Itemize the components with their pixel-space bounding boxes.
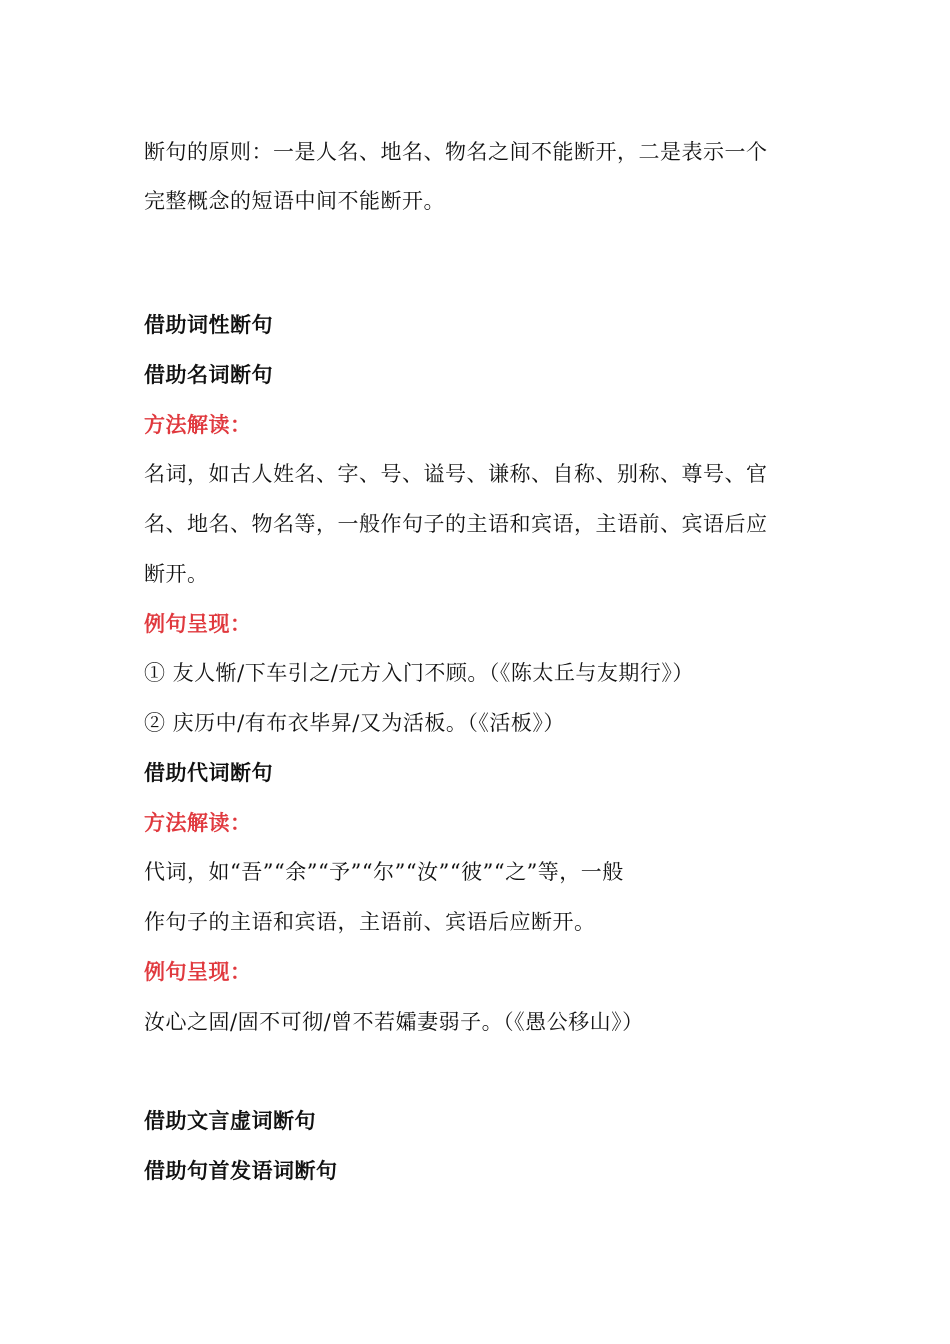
heading-nouns: 借助名词断句 bbox=[144, 363, 273, 387]
noun-example-label: 例句呈现： bbox=[144, 612, 252, 636]
noun-method-line-2: 名、地名、物名等，一般作句子的主语和宾语，主语前、宾语后应 bbox=[144, 512, 768, 536]
noun-example-1: ① 友人惭/下车引之/元方入门不顾。（《陈太丘与友期行》） bbox=[144, 661, 694, 685]
noun-method-label: 方法解读： bbox=[144, 413, 252, 437]
pronoun-method-line-2: 作句子的主语和宾语，主语前、宾语后应断开。 bbox=[144, 910, 596, 934]
principle-line-2: 完整概念的短语中间不能断开。 bbox=[144, 189, 445, 213]
heading-initial-particles: 借助句首发语词断句 bbox=[144, 1159, 338, 1183]
pronoun-example-label: 例句呈现： bbox=[144, 960, 252, 984]
heading-pronouns: 借助代词断句 bbox=[144, 761, 273, 785]
heading-particles: 借助文言虚词断句 bbox=[144, 1109, 316, 1133]
noun-example-2: ② 庆历中/有布衣毕昇/又为活板。（《活板》） bbox=[144, 711, 565, 735]
pronoun-example-1: 汝心之固/固不可彻/曾不若孀妻弱子。（《愚公移山》） bbox=[144, 1010, 644, 1034]
noun-method-line-3: 断开。 bbox=[144, 562, 209, 586]
pronoun-method-line-1: 代词，如“吾”“余”“予”“尔”“汝”“彼”“之”等，一般 bbox=[144, 860, 624, 884]
principle-line-1: 断句的原则：一是人名、地名、物名之间不能断开，二是表示一个 bbox=[144, 140, 768, 164]
heading-function-words: 借助词性断句 bbox=[144, 313, 273, 337]
noun-method-line-1: 名词，如古人姓名、字、号、谥号、谦称、自称、别称、尊号、官 bbox=[144, 462, 768, 486]
pronoun-method-label: 方法解读： bbox=[144, 811, 252, 835]
